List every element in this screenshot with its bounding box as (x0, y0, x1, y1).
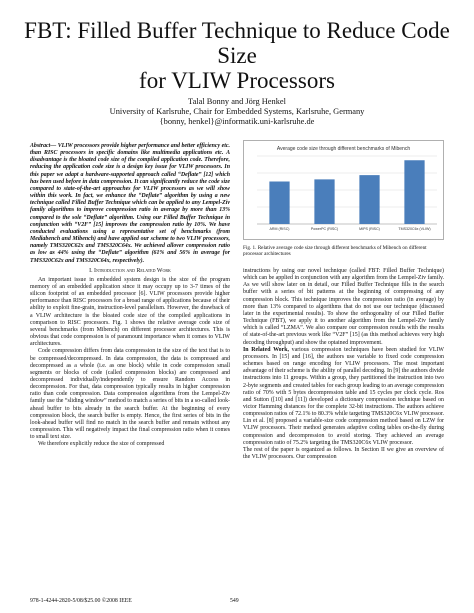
right-paragraph-3: The rest of the paper is organized as follows. In Section II we give an overview of the VLIW processors. Our compression (243, 446, 444, 461)
abstract (30, 143, 230, 265)
bar (404, 160, 424, 224)
intro-paragraph-3: We therefore explicitly reduce the size of compressed (38, 441, 165, 448)
author-block (20, 97, 454, 127)
abstract-lead: Abstract— (30, 143, 57, 149)
right-paragraph-2 (243, 347, 444, 447)
title-line-2: for VLIW Processors (139, 68, 335, 93)
x-tick-label: PowerPC (RISC) (310, 227, 339, 231)
x-tick-label: ARM (RISC) (269, 227, 290, 231)
bar (269, 182, 289, 225)
footer-isbn: 978-1-4244-2820-5/08/$25.00 ©2008 IEEE (30, 598, 132, 604)
left-column (30, 143, 230, 449)
author-affiliation: University of Karlsruhe, Chair for Embedded Systems, Karlsruhe, Germany (109, 107, 365, 116)
x-tick-label: MIPS (RISC) (359, 227, 380, 231)
chart-title: Average code size through different benchmarks of Mibench (276, 146, 411, 152)
figure-1 (243, 140, 444, 240)
bar (314, 179, 334, 224)
title-line-1: FBT: Filled Buffer Technique to Reduce Code Size (24, 18, 450, 68)
page-number: 549 (230, 598, 239, 604)
author-names: Talal Bonny and Jörg Henkel (188, 97, 286, 106)
intro-paragraph-2: Code compression differs from data compression in the size of the text that is to be compressed/decompressed. In data compression, the data is compressed and decompressed as a whole (i.e. as one block) while in code compression small segments or blocks of code (called compression blocks) are compressed and decompressed individually/independently to ensure Random Access in decompression. For that, data compression typically results in higher compression ratio than code compression. Data compression algorithms from the Lempel-Ziv family use the “sliding window” method to match a series of bits in a so-called look-ahead buffer to bits already in the search buffer. At the beginning of every compression block, the search buffer is empty. Hence, the first series of bits in the look-ahead buffer will find no match in the search buffer and remain without any compression. This will negatively impact the final compression ratio when it comes to small text size. (30, 348, 230, 441)
author-email: {bonny, henkel}@informatik.uni-karlsruhe.de (159, 117, 315, 126)
abstract-text: VLIW processors provide higher performance and better efficiency etc. than RISC processors in specific domains like multimedia applications etc. A disadvantage is the bloated code size of the compiled application code. Therefore, reducing the application code size is a design key issue for VLIW processors. In this paper we adapt a hardware-supported approach called “Deflate” [12] which has been used before in data compression. It can significantly reduce the code size compared to state-of-the-art approaches for VLIW processors as we will show within this work. In fact, we enhance the “Deflate” algorithm by using a new technique called Filled Buffer Technique which can be applied to any Lempel-Ziv family algorithms to improve compression ratio in average by more than 13% compared to the sole “Deflate” algorithm. Using our Filled Buffer Technique in conjunction with “V2F” [15] improves the compression ratio by 10%. We have conducted evaluations using a representative set of benchmarks (from Mediabench and Mibench) and have applied our scheme to two VLIW processors, namely TMS320C62x and TMS320C64x. We achieved allover compression ratio as low as 44% using the “Deflate” algorithm (61% and 56% in average for TMS320C62x and TMS320C64x, respectively). (30, 143, 231, 264)
paper-title (20, 18, 454, 93)
section-heading: I. Introduction and Related Work (89, 267, 171, 274)
intro-paragraph-1: An important issue in embedded system design is the size of the program memory of an embedded application since it may occupy up to 3-7 times of the silicon footprint of an embedded processor [6]. VLIW processors provide higher performance than RISC processors for a broad range of applications because of their ability to exploit fine-grain, instruction-level parallelism. However, the drawback of a VLIW architecture is the bloated code size of the compiled applications in comparison to RISC processors. Fig. 1 shows the relative average code size of several benchmarks (from Mibench) on different processor architectures. This is obvious that code compression is of paramount importance when it comes to VLIW architectures. (30, 276, 230, 348)
right-column (243, 268, 444, 461)
bar-chart (243, 140, 444, 240)
related-work-lead: In Related Work, (243, 346, 289, 353)
related-work-text: various compression techniques have been studied for VLIW processors. In [15] and [16], the authors use variable to fixed code compression schemes based on range encoding for VLIW processors. The most important advantage of their scheme is the ability of parallel decoding. In [9] the authors divide instructions into 11 groups. Within a group, they partitioned the instruction into two 2-byte segments and created tables for each group leading to an average compression ratio of 70% with 5 bytes decompression table and 15 cycles per clock cycle. Ros and Sutton ([10] and [11]) developed a dictionary compression technique based on victor Hamming distances for the complete 32-bit instructions. The authors achieve compression ratios of 72.1% to 80.3% while targeting TMS320C6x VLIW processor. Lin et al. [8] proposed a variable-size code compression method based on LZW for VLIW processors. Their method generates adaptive coding tables on-the-fly during compression and decompression to avoid storing. They achieved an average compression ratio of 75.2% targeting the TMS320C6x VLIW processor. (243, 346, 444, 446)
x-tick-label: TMS320C6x (VLIW) (398, 227, 431, 231)
bar (359, 175, 379, 224)
figure-caption: Fig. 1. Relative average code size through different benchmarks of Mibench on different processor architectures (243, 245, 427, 258)
right-paragraph-1: instructions by using our novel technique (called FBT: Filled Buffer Technique) which can be applied in conjunction with any algorithm from the Lempel-Ziv family. As we will show later on in detail, our Filled Buffer Technique fills in the search buffer with a series of bit patterns at the beginning of compressing of any compression block. This technique improves the compression ratio (in average) by more than 13% compared to algorithms that do not use our technique (discussed later in the experimental results). To show the orthogonality of our Filled Buffer Technique (FBT), we apply it to another algorithm from the Lempel-Ziv family which is called “LZMA”. We also compare our compression results with the results of state-of-the-art previous work like “V2F” [15] (as this method achieves very high decoding throughput) and show the optained improvement. (243, 268, 444, 346)
